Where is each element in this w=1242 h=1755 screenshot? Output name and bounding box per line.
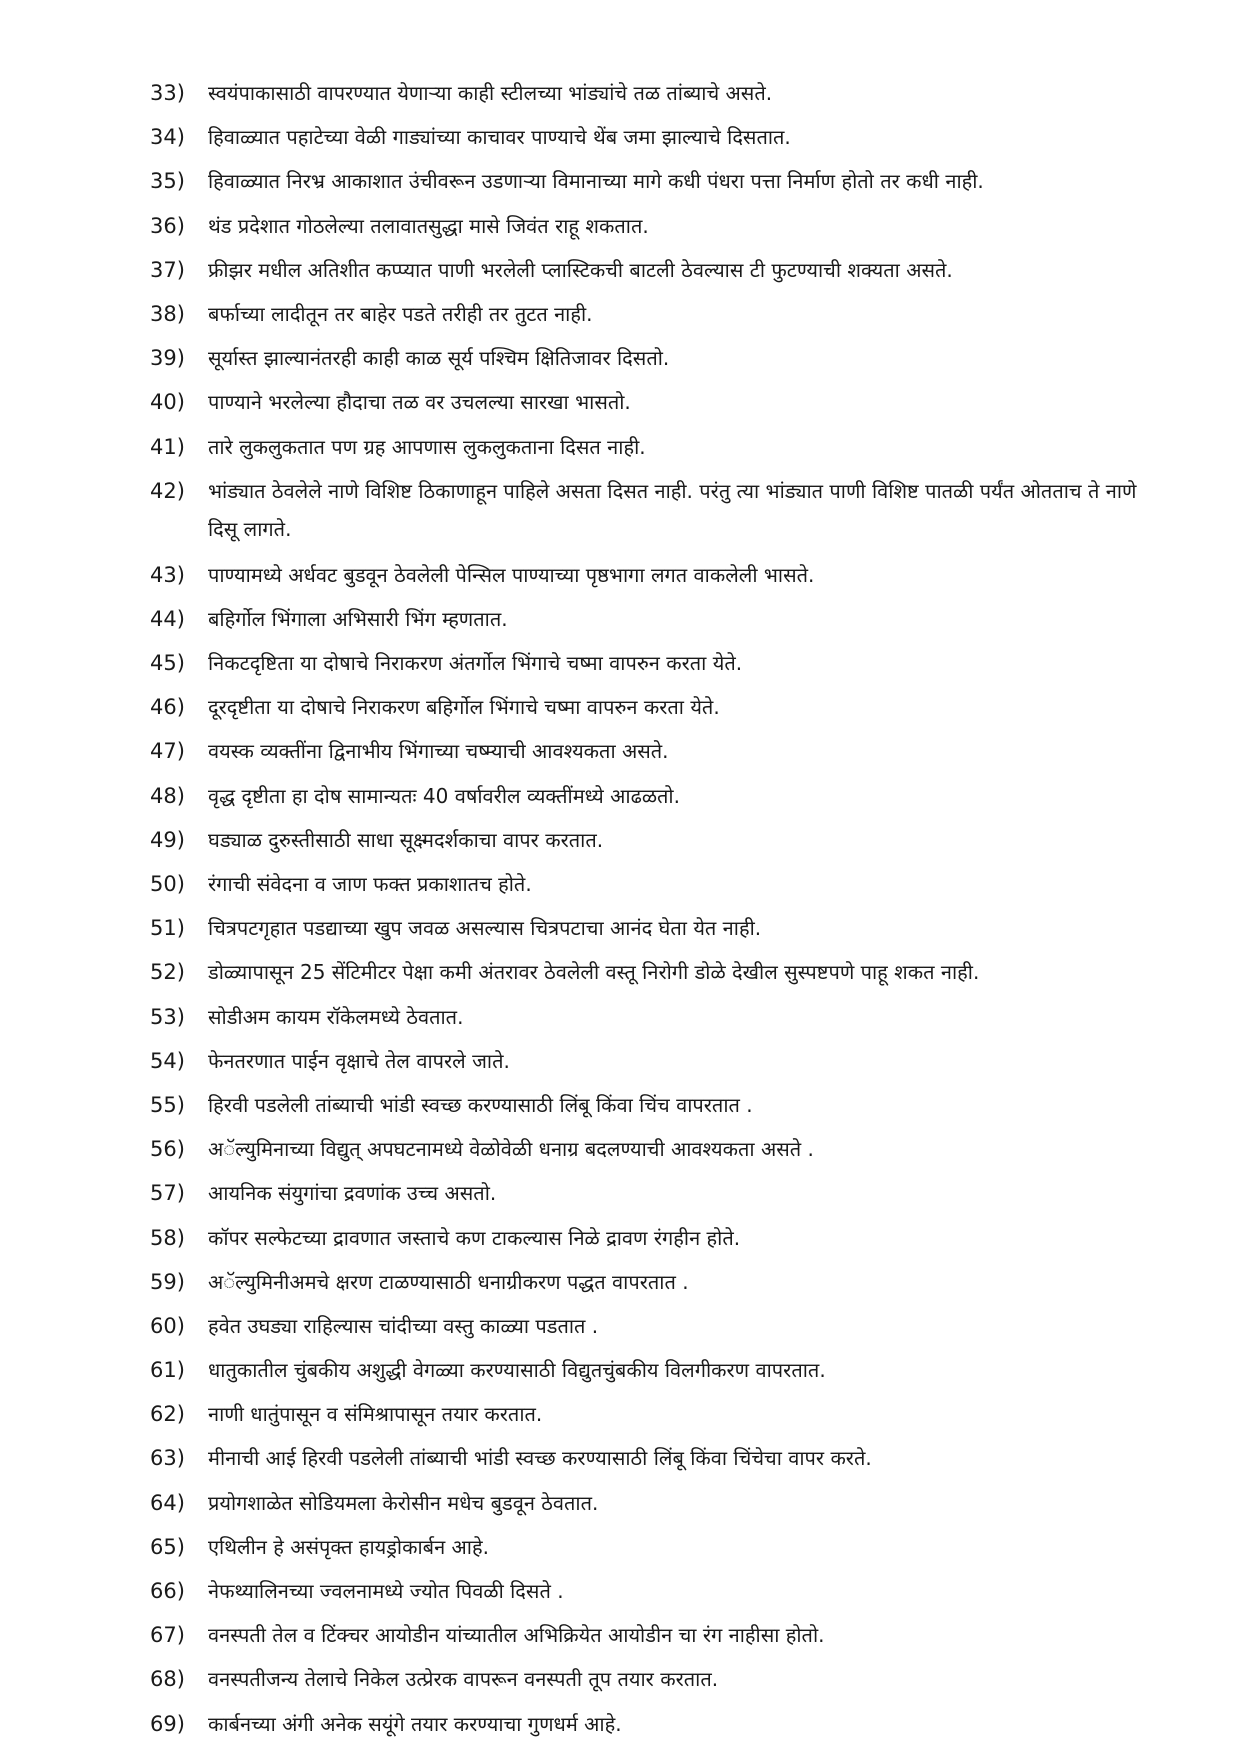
- list-item: [150, 1307, 1170, 1351]
- list-item: [150, 556, 1170, 600]
- item-number: 43): [150, 562, 185, 587]
- list-item: [150, 383, 1170, 427]
- item-text: पाण्याने भरलेल्या हौदाचा तळ वर उचलल्या सारखा भासतो.: [208, 390, 631, 415]
- list-item: [150, 472, 1170, 556]
- item-text: आयनिक संयुगांचा द्रवणांक उच्च असतो.: [208, 1181, 497, 1206]
- item-number: 54): [150, 1048, 185, 1073]
- list-item: [150, 74, 1170, 118]
- item-text: वयस्क व्यक्तींना द्विनाभीय भिंगाच्या चष्म्याची आवश्यकता असते.: [208, 739, 669, 764]
- list-item: [150, 777, 1170, 821]
- list-item: [150, 600, 1170, 644]
- item-number: 67): [150, 1623, 185, 1648]
- item-text: वृद्ध दृष्टीता हा दोष सामान्यतः 40 वर्षावरील व्यक्तींमध्ये आढळतो.: [208, 783, 680, 808]
- item-text: एथिलीन हे असंपृक्त हायड्रोकार्बन आहे.: [208, 1534, 489, 1559]
- item-text: हिवाळ्यात पहाटेच्या वेळी गाड्यांच्या काचावर पाण्याचे थेंब जमा झाल्याचे दिसतात.: [208, 125, 791, 150]
- list-item: [150, 865, 1170, 909]
- list-item: [150, 688, 1170, 732]
- item-text: चित्रपटगृहात पडद्याच्या खुप जवळ असल्यास चित्रपटाचा आनंद घेता येत नाही.: [208, 916, 762, 941]
- list-item: [150, 644, 1170, 688]
- item-number: 44): [150, 606, 185, 631]
- list-item: [150, 1484, 1170, 1528]
- list-item: [150, 998, 1170, 1042]
- list-item: [150, 339, 1170, 383]
- item-number: 33): [150, 81, 185, 105]
- item-text: दूरदृष्टीता या दोषाचे निराकरण बहिर्गोल भिंगाचे चष्मा वापरुन करता येते.: [208, 695, 720, 720]
- item-number: 51): [150, 916, 185, 941]
- item-number: 52): [150, 960, 185, 985]
- list-item: [150, 1263, 1170, 1307]
- item-text: कार्बनच्या अंगी अनेक सयूंगे तयार करण्याचा गुणधर्म आहे.: [208, 1711, 622, 1736]
- list-item: [150, 1219, 1170, 1263]
- item-number: 69): [150, 1711, 185, 1736]
- item-number: 60): [150, 1313, 185, 1338]
- item-number: 38): [150, 301, 185, 326]
- item-text: भांड्यात ठेवलेले नाणे विशिष्ट ठिकाणाहून पाहिले असता दिसत नाही. परंतु त्या भांड्यात पाणी विशिष्ट पातळी पर्यंत ओतताच ते नाणे दिसू लागते.: [208, 478, 1137, 541]
- item-number: 62): [150, 1402, 185, 1427]
- item-number: 34): [150, 125, 185, 150]
- item-text: वनस्पती तेल व टिंक्चर आयोडीन यांच्यातील अभिक्रियेत आयोडीन चा रंग नाहीसा होतो.: [208, 1623, 825, 1648]
- list-item: [150, 1395, 1170, 1439]
- item-number: 39): [150, 346, 185, 371]
- item-text: बर्फाच्या लादीतून तर बाहेर पडते तरीही तर तुटत नाही.: [208, 301, 593, 326]
- item-text: मीनाची आई हिरवी पडलेली तांब्याची भांडी स्वच्छ करण्यासाठी लिंबू किंवा चिंचेचा वापर करते.: [208, 1446, 872, 1471]
- list-item: [150, 821, 1170, 865]
- item-text: वनस्पतीजन्य तेलाचे निकेल उत्प्रेरक वापरून वनस्पती तूप तयार करतात.: [208, 1667, 719, 1692]
- list-item: [150, 207, 1170, 251]
- item-number: 68): [150, 1667, 185, 1692]
- item-text: अॅल्युमिनीअमचे क्षरण टाळण्यासाठी धनाग्रीकरण पद्धत वापरतात .: [208, 1269, 689, 1294]
- list-item: [150, 1042, 1170, 1086]
- item-number: 37): [150, 257, 185, 282]
- item-text: स्वयंपाकासाठी वापरण्यात येणाऱ्या काही स्टीलच्या भांड्यांचे तळ तांब्याचे असते.: [208, 81, 773, 105]
- list-item: [150, 1086, 1170, 1130]
- list-item: [150, 118, 1170, 162]
- item-number: 36): [150, 213, 185, 238]
- list-item: [150, 251, 1170, 295]
- list-item: [150, 953, 1170, 997]
- item-number: 64): [150, 1490, 185, 1515]
- list-item: [150, 1351, 1170, 1395]
- item-text: बहिर्गोल भिंगाला अभिसारी भिंग म्हणतात.: [208, 606, 508, 631]
- list-item: [150, 909, 1170, 953]
- item-text: पाण्यामध्ये अर्धवट बुडवून ठेवलेली पेन्सिल पाण्याच्या पृष्ठभागा लगत वाकलेली भासते.: [208, 562, 815, 587]
- item-number: 63): [150, 1446, 185, 1471]
- list-item: [150, 1439, 1170, 1483]
- item-text: धातुकातील चुंबकीय अशुद्धी वेगळ्या करण्यासाठी विद्युतचुंबकीय विलगीकरण वापरतात.: [208, 1358, 826, 1383]
- item-number: 66): [150, 1579, 185, 1603]
- list-item: [150, 1130, 1170, 1174]
- item-number: 55): [150, 1092, 185, 1117]
- item-number: 46): [150, 695, 185, 720]
- item-number: 49): [150, 827, 185, 852]
- item-number: 59): [150, 1269, 185, 1294]
- item-text: फेनतरणात पाईन वृक्षाचे तेल वापरले जाते.: [208, 1048, 510, 1073]
- item-text: सोडीअम कायम रॉकेलमध्ये ठेवतात.: [208, 1004, 464, 1029]
- item-text: नेफथ्यालिनच्या ज्वलनामध्ये ज्योत पिवळी दिसते .: [208, 1579, 564, 1603]
- list-item: [150, 295, 1170, 339]
- item-number: 56): [150, 1137, 185, 1162]
- item-number: 50): [150, 872, 185, 896]
- item-text: हवेत उघड्या राहिल्यास चांदीच्या वस्तु काळ्या पडतात .: [208, 1313, 599, 1338]
- item-number: 40): [150, 390, 185, 415]
- item-text: घड्याळ दुरुस्तीसाठी साधा सूक्ष्मदर्शकाचा वापर करतात.: [208, 827, 604, 852]
- item-number: 53): [150, 1004, 185, 1029]
- item-number: 42): [150, 478, 185, 503]
- item-number: 35): [150, 169, 185, 194]
- item-number: 45): [150, 651, 185, 676]
- list-item: [150, 1616, 1170, 1660]
- item-text: थंड प्रदेशात गोठलेल्या तलावातसुद्धा मासे जिवंत राहू शकतात.: [208, 213, 649, 238]
- item-number: 48): [150, 783, 185, 808]
- item-text: सूर्यास्त झाल्यानंतरही काही काळ सूर्य पश्चिम क्षितिजावर दिसतो.: [208, 346, 670, 371]
- list-item: [150, 1572, 1170, 1616]
- item-text: अॅल्युमिनाच्या विद्युत् अपघटनामध्ये वेळोवेळी धनाग्र बदलण्याची आवश्यकता असते .: [208, 1137, 814, 1162]
- item-number: 57): [150, 1181, 185, 1206]
- list-item: [150, 732, 1170, 776]
- item-text: प्रयोगशाळेत सोडियमला केरोसीन मधेच बुडवून ठेवतात.: [208, 1490, 599, 1515]
- item-text: रंगाची संवेदना व जाण फक्त प्रकाशातच होते.: [208, 872, 532, 896]
- item-text: कॉपर सल्फेटच्या द्रावणात जस्ताचे कण टाकल्यास निळे द्रावण रंगहीन होते.: [208, 1225, 741, 1250]
- list-item: [150, 1174, 1170, 1218]
- item-number: 65): [150, 1534, 185, 1559]
- item-number: 41): [150, 434, 185, 459]
- list-item: [150, 1528, 1170, 1572]
- statement-list: [150, 74, 1170, 1749]
- item-text: निकटदृष्टिता या दोषाचे निराकरण अंतर्गोल भिंगाचे चष्मा वापरुन करता येते.: [208, 651, 743, 676]
- item-text: नाणी धातुंपासून व संमिश्रापासून तयार करतात.: [208, 1402, 543, 1427]
- item-text: तारे लुकलुकतात पण ग्रह आपणास लुकलुकताना दिसत नाही.: [208, 434, 646, 459]
- item-text: हिरवी पडलेली तांब्याची भांडी स्वच्छ करण्यासाठी लिंबू किंवा चिंच वापरतात .: [208, 1092, 753, 1117]
- item-text: डोळ्यापासून 25 सेंटिमीटर पेक्षा कमी अंतरावर ठेवलेली वस्तू निरोगी डोळे देखील सुस्पष्टपणे पाहू शकत नाही.: [208, 960, 980, 985]
- item-text: हिवाळ्यात निरभ्र आकाशात उंचीवरून उडणाऱ्या विमानाच्या मागे कधी पंधरा पत्ता निर्माण होतो तर कधी नाही.: [208, 169, 984, 194]
- list-item: [150, 1705, 1170, 1749]
- item-number: 61): [150, 1358, 185, 1383]
- list-item: [150, 428, 1170, 472]
- list-item: [150, 1660, 1170, 1704]
- item-number: 58): [150, 1225, 185, 1250]
- item-text: फ्रीझर मधील अतिशीत कप्प्यात पाणी भरलेली प्लास्टिकची बाटली ठेवल्यास टी फुटण्याची शक्यता असते.: [208, 257, 953, 282]
- list-item: [150, 162, 1170, 206]
- item-number: 47): [150, 739, 185, 764]
